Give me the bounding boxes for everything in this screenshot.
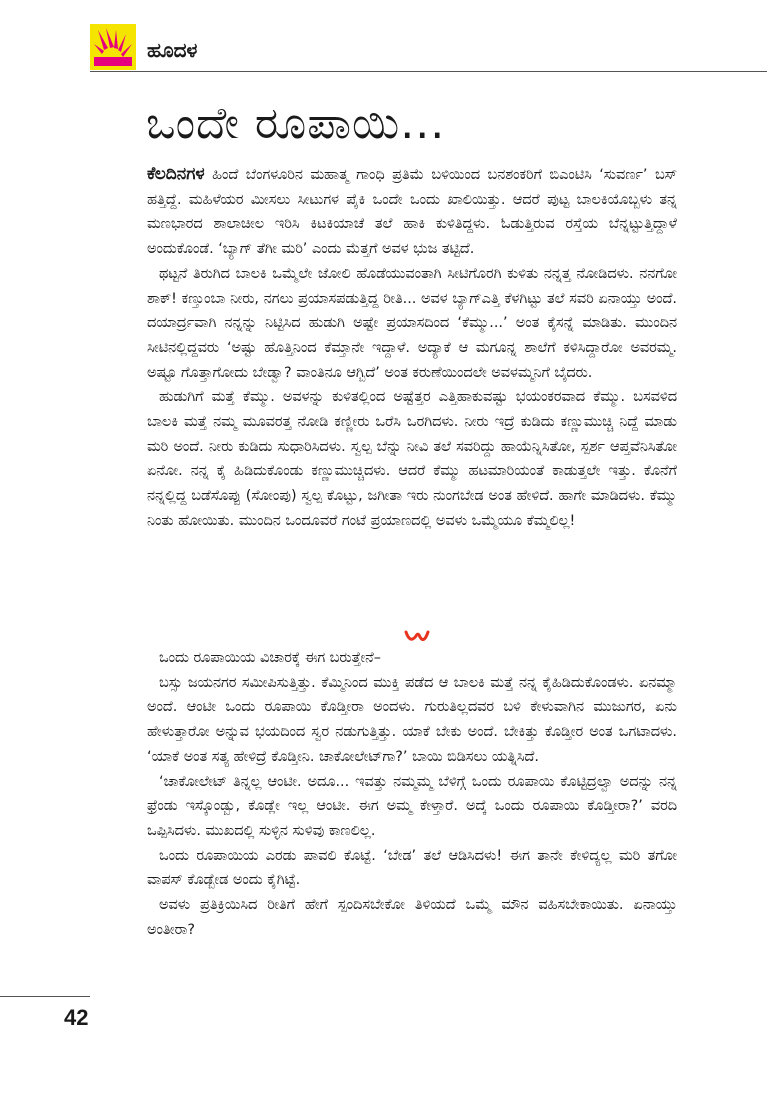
- header-rule: [90, 71, 767, 72]
- article-body-part1: [147, 162, 677, 534]
- page-number: 42: [64, 1005, 89, 1030]
- magazine-logo: [90, 24, 136, 70]
- paragraph: ಬಸ್ಸು ಜಯನಗರ ಸಮೀಪಿಸುತ್ತಿತ್ತು. ಕೆಮ್ಮಿನಿಂದ ಮುಕ್ತಿ ಪಡೆದ ಆ ಬಾಲಕಿ ಮತ್ತೆ ನನ್ನ ಕೈಹಿಡಿದುಕೊಂಡಳು. ಏನಮ್ಮಾ ಅಂದೆ. ಆಂಟೀ ಒಂದು ರೂಪಾಯಿ ಕೊಡ್ತೀರಾ ಅಂದಳು. ಗುರುತಿಲ್ಲದವರ ಬಳಿ ಕೇಳುವಾಗಿನ ಮುಜುಗರ, ಏನು ಹೇಳುತ್ತಾರೋ ಅನ್ನುವ ಭಯದಿಂದ ಸ್ವರ ನಡುಗುತ್ತಿತ್ತು. ಯಾಕೆ ಬೇಕು ಅಂದೆ. ಬೇಕಿತ್ತು ಕೊಡ್ತೀರ ಅಂತ ಒಗಟಾದಳು. ‘ಯಾಕೆ ಅಂತ ಸತ್ಯ ಹೇಳಿದ್ರೆ ಕೊಡ್ತೀನಿ. ಚಾಕೋಲೇಟ್‌ಗಾ?’ ಬಾಯಿ ಬಿಡಿಸಲು ಯತ್ನಿಸಿದೆ.: [147, 674, 677, 765]
- paragraph: ‘ಚಾಕೋಲೇಟ್ ತಿನ್ನಲ್ಲ ಆಂಟೀ. ಅದೂ... ಇವತ್ತು ನಮ್ಮಮ್ಮ ಬೆಳಿಗ್ಗೆ ಒಂದು ರೂಪಾಯಿ ಕೊಟ್ಟಿದ್ರಲ್ವಾ ಅದನ್ನು ನನ್ನ ಫ್ರೆಂಡು ಇಸ್ಕೊಂಡ್ಬು, ಕೊಡ್ಲೇ ಇಲ್ಲ ಆಂಟೀ. ಈಗ ಅಮ್ಮ ಕೇಳ್ತಾರೆ. ಅದ್ಕೆ ಒಂದು ರೂಪಾಯಿ ಕೊಡ್ತೀರಾ?’ ವರದಿ ಒಪ್ಪಿಸಿದಳು. ಮುಖದಲ್ಲಿ ಸುಳ್ಳಿನ ಸುಳಿವು ಕಾಣಲಿಲ್ಲ.: [147, 773, 677, 839]
- lead-word: ಕೆಲದಿನಗಳ: [147, 164, 205, 184]
- paragraph: ಅವಳು ಪ್ರತಿಕ್ರಿಯಿಸಿದ ರೀತಿಗೆ ಹೇಗೆ ಸ್ಪಂದಿಸಬೇಕೋ ತಿಳಿಯದೆ ಒಮ್ಮೆ ಮೌನ ವಹಿಸಬೇಕಾಯಿತು. ಏನಾಯ್ತು ಅಂತೀರಾ?: [147, 897, 677, 938]
- paragraph: ಒಂದು ರೂಪಾಯಿಯ ವಿಚಾರಕ್ಕೆ ಈಗ ಬರುತ್ತೇನೆ–: [159, 650, 381, 666]
- article-body-part2: [147, 646, 677, 942]
- paragraph: ಥಟ್ಟನೆ ತಿರುಗಿದ ಬಾಲಕಿ ಒಮ್ಮೆಲೇ ಜೋಲಿ ಹೊಡೆಯುವಂತಾಗಿ ಸೀಟಿಗೊರಗಿ ಕುಳಿತು ನನ್ನತ್ತ ನೋಡಿದಳು. ನನಗೋ ಶಾಕ್! ಕಣ್ತುಂಬಾ ನೀರು, ನಗಲು ಪ್ರಯಾಸಪಡುತ್ತಿದ್ದ ರೀತಿ... ಅವಳ ಬ್ಯಾಗ್‌ಎತ್ತಿ ಕೆಳಗಿಟ್ಟು ತಲೆ ಸವರಿ ಏನಾಯ್ತು ಅಂದೆ. ದಯಾರ್ದ್ರವಾಗಿ ನನ್ನನ್ನು ನಿಟ್ಟಿಸಿದ ಹುಡುಗಿ ಅಷ್ಟೇ ಪ್ರಯಾಸದಿಂದ ‘ಕೆಮ್ಮು...’ ಅಂತ ಕೈಸನ್ನೆ ಮಾಡಿತು. ಮುಂದಿನ ಸೀಟಿನಲ್ಲಿದ್ದವರು ‘ಅಷ್ಟು ಹೊತ್ತಿನಿಂದ ಕೆಮ್ತಾನೇ ಇದ್ದಾಳೆ. ಅದ್ಯಾಕೆ ಆ ಮಗೂನ್ನ ಶಾಲೆಗೆ ಕಳಿಸಿದ್ದಾರೋ ಅವರಮ್ಮ. ಅಷ್ಟೂ ಗೊತ್ತಾಗೋದು ಬೇಡ್ವಾ? ವಾಂತಿನೂ ಆಗ್ಬಿದೆ’ ಅಂತ ಕರುಣೆಯಿಂದಲೇ ಅವಳಮ್ಮನಿಗೆ ಬೈದರು.: [147, 265, 677, 381]
- footer-rule: [0, 996, 90, 997]
- paragraph: ಒಂದು ರೂಪಾಯಿಯ ಎರಡು ಪಾವಲಿ ಕೊಟ್ಟೆ. ‘ಬೇಡ’ ತಲೆ ಆಡಿಸಿದಳು! ಈಗ ತಾನೇ ಕೇಳಿದ್ಯಲ್ಲ ಮರಿ ತಗೋ ವಾಪಸ್ ಕೊಡ್ಬೇಡ ಅಂದು ಕೈಗಿಟ್ಟೆ.: [147, 847, 677, 889]
- paragraph: [147, 162, 677, 262]
- section-break-ornament: [404, 628, 430, 646]
- article-title: ಒಂದೇ ರೂಪಾಯಿ...: [146, 98, 446, 149]
- section-name: ಹೂದಳ: [147, 38, 198, 62]
- paragraph-text: ಹಿಂದೆ ಬೆಂಗಳೂರಿನ ಮಹಾತ್ಮ ಗಾಂಧಿ ಪ್ರತಿಮೆ ಬಳಿಯಿಂದ ಬನಶಂಕರಿಗೆ ಬಿಎಂಟಿಸಿ ‘ಸುವರ್ಣ’ ಬಸ್ ಹತ್ತಿದ್ದೆ. ಮಹಿಳೆಯರ ಮೀಸಲು ಸೀಟುಗಳ ಪೈಕಿ ಒಂದೇ ಒಂದು ಖಾಲಿಯಿತ್ತು. ಆದರೆ ಪುಟ್ಟ ಬಾಲಕಿಯೊಬ್ಬಳು ತನ್ನ ಮಣಭಾರದ ಶಾಲಾಚೀಲ ಇರಿಸಿ ಕಿಟಕಿಯಾಚೆ ತಲೆ ಹಾಕಿ ಕುಳಿತಿದ್ದಳು. ಓಡುತ್ತಿರುವ ರಸ್ತೆಯ ಬೆನ್ನಟ್ಟುತ್ತಿದ್ದಾಳೆ ಅಂದುಕೊಂಡೆ. ‘ಬ್ಯಾಗ್ ತೆಗೀ ಮರಿ’ ಎಂದು ಮೆತ್ತಗೆ ಅವಳ ಭುಜ ತಟ್ಟಿದೆ.: [147, 167, 677, 258]
- paragraph: ಹುಡುಗಿಗೆ ಮತ್ತೆ ಕೆಮ್ಮು. ಅವಳನ್ನು ಕುಳಿತಲ್ಲಿಂದ ಅಷ್ಟೆತ್ತರ ಎತ್ತಿಹಾಕುವಷ್ಟು ಭಯಂಕರವಾದ ಕೆಮ್ಮು. ಬಸವಳಿದ ಬಾಲಕಿ ಮತ್ತೆ ನಮ್ಮ ಮೂವರತ್ತ ನೋಡಿ ಕಣ್ಣೀರು ಒರೆಸಿ ಒರಗಿದಳು. ನೀರು ಇದ್ರೆ ಕುಡಿದು ಕಣ್ಣುಮುಚ್ಚಿ ನಿದ್ದೆ ಮಾಡು ಮರಿ ಅಂದೆ. ನೀರು ಕುಡಿದು ಸುಧಾರಿಸಿದಳು. ಸ್ವಲ್ಪ ಬೆನ್ನು ನೀವಿ ತಲೆ ಸವರಿದ್ದು ಹಾಯೆನ್ನಿಸಿತೋ, ಸ್ಪರ್ಶ ಆಪ್ತವೆನಿಸಿತೋ ಏನೋ. ನನ್ನ ಕೈ ಹಿಡಿದುಕೊಂಡು ಕಣ್ಣುಮುಚ್ಚಿದಳು. ಆದರೆ ಕೆಮ್ಮು ಹಟಮಾರಿಯಂತೆ ಕಾಡುತ್ತಲೇ ಇತ್ತು. ಕೊನೆಗೆ ನನ್ನಲ್ಲಿದ್ದ ಬಡೆಸೊಪ್ಪು (ಸೋಂಪು) ಸ್ವಲ್ಪ ಕೊಟ್ಟು, ಜಗೀತಾ ಇರು ನುಂಗಬೇಡ ಅಂತ ಹೇಳಿದೆ. ಹಾಗೇ ಮಾಡಿದಳು. ಕೆಮ್ಮು ನಿಂತು ಹೋಯಿತು. ಮುಂದಿನ ಒಂದೂವರೆ ಗಂಟೆ ಪ್ರಯಾಣದಲ್ಲಿ ಅವಳು ಒಮ್ಮೆಯೂ ಕೆಮ್ಮಲಿಲ್ಲ!: [147, 389, 677, 529]
